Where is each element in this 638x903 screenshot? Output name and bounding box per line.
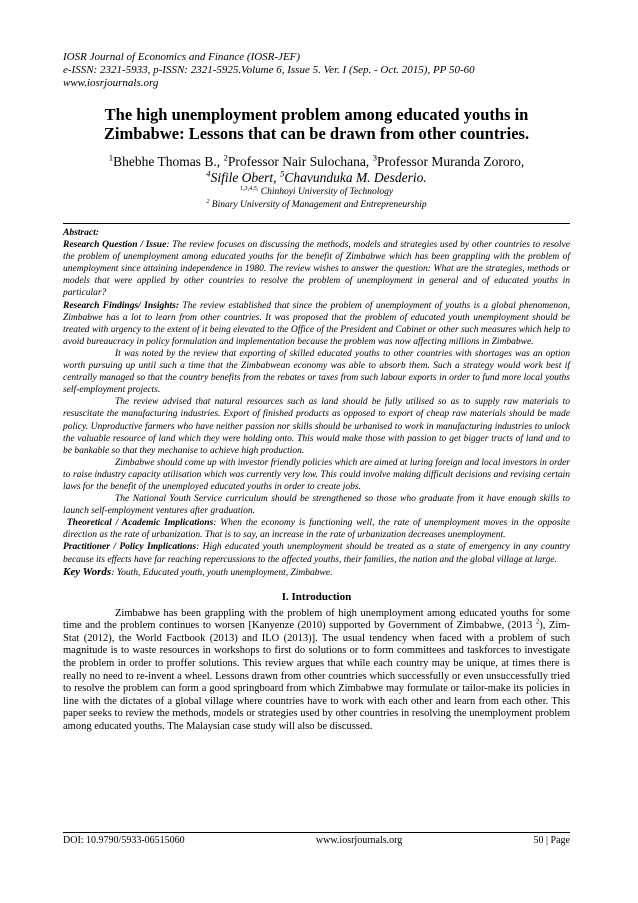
author-3-sup: 3 [372, 152, 377, 163]
affiliation-2-text: Binary University of Management and Entrepreneurship [209, 200, 427, 210]
keywords-label: Key Words [63, 565, 112, 578]
author-5-sup: 5 [279, 168, 285, 179]
author-4: Sifile Obert, [210, 170, 280, 185]
abstract-heading: Abstract: [63, 228, 99, 238]
author-5: Chavunduka M. Desderio. [284, 170, 427, 185]
author-4-sup: 4 [206, 168, 211, 179]
page-footer [63, 832, 570, 847]
abstract-findings [63, 300, 570, 348]
practitioner-text: : High educated youth unemployment should be treated as a state of emergency in any country because its effects have far reaching repercussions to the affected youths, their families, the nation and the global village at large. [63, 542, 571, 565]
abstract-paragraph-3: The review advised that natural resources such as land should be fully utilised so as to supply raw materials to resuscitate the manufacturing industries. Export of finished products as opposed to export of cheap raw materials should be made policy. Unproductive farmers who have neither passion nor skills should be urbanised to work in manufacturing industries to unlock the valuable resource of land which they were holding onto. This would make those with passion to get bigger tracts of land and to be bankable so that they mechanise to achieve high production. [63, 397, 570, 456]
findings-text: The review established that since the problem of unemployment of youths is a global phenomenon, Zimbabwe has a lot to learn from other countries. It was proposed that the problem of educated youth unemployment should be treated with urgency to the extent of it being elevated to the Office of the President and Cabinet or other such measures which help to avoid bureaucracy in policy formulation and implementation because the problem was now affecting millions in Zimbabwe. [63, 300, 570, 347]
affiliation-1 [63, 186, 570, 199]
journal-issn: e-ISSN: 2321-5933, p-ISSN: 2321-5925.Volume 6, Issue 5. Ver. I (Sep. - Oct. 2015), PP 50-60 [63, 64, 475, 76]
journal-website[interactable]: www.iosrjournals.org [63, 77, 159, 89]
author-2: Professor Nair Sulochana, [227, 154, 373, 169]
affiliation-2 [63, 199, 570, 212]
affiliation-1-text: Chinhoyi University of Technology [258, 187, 394, 197]
intro-text-b: ), Zim-Stat (2012), the World Factbook (2013) and ILO (2013)]. The usual tendency when faced with a problem of such magnitude is to waste resources in workshops to first do solutions or to form committees and taskforces to investigate the problem in order to proffer solutions. This review argues that while each country may be unique, at times there is really no need to re-invent a wheel. Lessons drawn from other countries which successfully or even unsuccessfully tried to resolve the problem can form a good springboard from which Zimbabwe may formulate or tailor-make its policies in line with the dictates of a global village where countries have to work with each other and learn from each other. This paper seeks to review the methods, models or strategies used by other countries in resolving the unemployment problem among educated youths. The Malaysian case study will also be discussed. [63, 620, 570, 732]
paper-title: The high unemployment problem among educated youths in Zimbabwe: Lessons that can be drawn from other countries. [103, 105, 530, 143]
practitioner-label: Practitioner / Policy Implications [63, 542, 197, 553]
journal-name: IOSR Journal of Economics and Finance (IOSR-JEF) [63, 51, 301, 63]
abstract-practitioner [63, 541, 570, 565]
abstract-research-question [63, 239, 570, 299]
keywords [63, 566, 570, 579]
divider-rule [63, 223, 570, 224]
abstract [63, 227, 570, 566]
author-1-sup: 1 [108, 152, 114, 163]
abstract-theoretical [63, 517, 570, 541]
theoretical-text: : When the economy is functioning well, the rate of unemployment moves in the opposite direction as the rate of urbanization. That is to say, an increase in the rate of urbanization decreases unemployment. [63, 518, 571, 541]
intro-text-a: Zimbabwe has been grappling with the problem of high unemployment among educated youths for some time and the problem continues to worsen [Kanyenze (2010) supported by Government of Zimbabwe, (2013 [63, 607, 570, 632]
affiliation-1-sup: 1,3,4,5, [239, 185, 259, 192]
research-question-text: : The review focuses on discussing the methods, models and strategies used by other countries to resolve the problem of unemployment among educated youths for the benefit of Zimbabwe which has been grappling with the problem of unemployment since attaining independence in 1980. The review wishes to answer the question: What are the strategies, methods or models that were applied by other countries to resolve the problem of unemployment in general and of educated youths in particular? [63, 240, 570, 299]
footer-page-number: 50 | Page [533, 835, 570, 846]
abstract-paragraph-4: Zimbabwe should come up with investor friendly policies which are aimed at luring foreign and local investors in order to raise industry capacity utilisation which was currently very low. This could involve making difficult decisions and revising certain laws for the benefit of the unemployed educated youths in order to create jobs. [63, 457, 570, 492]
paper-page [63, 51, 570, 734]
journal-header [63, 51, 570, 90]
author-2-sup: 2 [223, 152, 228, 163]
author-3: Professor Muranda Zororo, [376, 154, 525, 169]
intro-sup: 2 [535, 618, 540, 626]
keywords-text: : Youth, Educated youth, youth unemployment, Zimbabwe. [111, 567, 333, 578]
author-list [63, 154, 570, 186]
theoretical-label: Theoretical / Academic Implications [66, 518, 214, 529]
author-1: Bhebhe Thomas B., [113, 154, 224, 169]
section-heading-introduction: I. Introduction [281, 590, 352, 603]
findings-label: Research Findings/ Insights: [63, 300, 180, 311]
abstract-paragraph-5: The National Youth Service curriculum should be strengthened so those who graduate from it have enough skills to launch self-employment ventures after graduation. [63, 494, 570, 517]
affiliation-2-sup: 2 [206, 198, 210, 205]
footer-website[interactable]: www.iosrjournals.org [315, 835, 403, 846]
research-question-label: Research Question / Issue [63, 240, 167, 251]
footer-doi[interactable]: DOI: 10.9790/5933-06515060 [63, 835, 185, 846]
introduction-paragraph [63, 608, 570, 734]
abstract-paragraph-2: It was noted by the review that exporting of skilled educated youths to other countries with shortages was an option worth pursuing up until such a time that the Zimbabwean economy was able to absorb them. Such a strategy would work best if centrally managed so that the country benefits from the rebates or taxes from such labour exports in order to fund more local youths self-employment projects. [63, 348, 570, 396]
